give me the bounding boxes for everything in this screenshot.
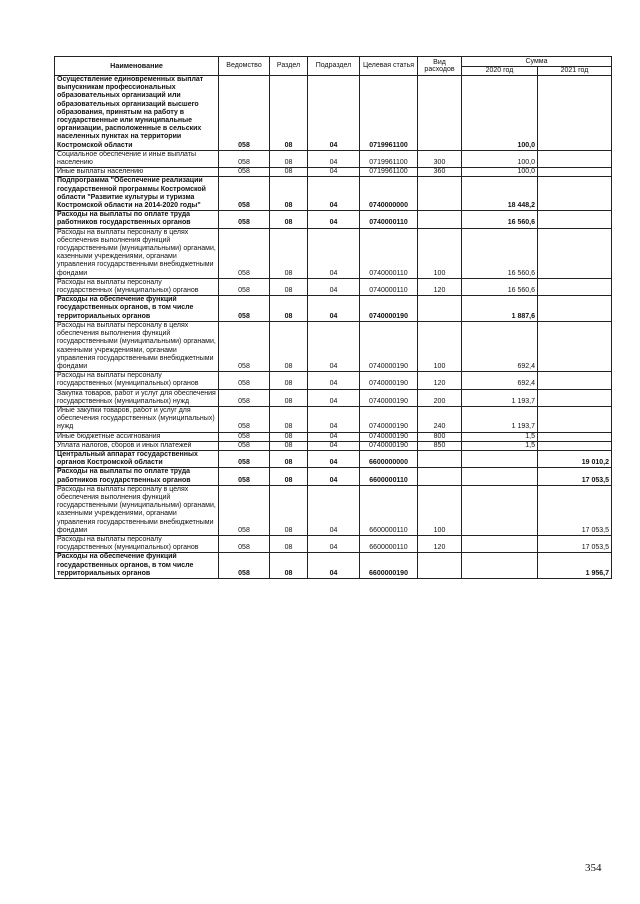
- table-row: [55, 177, 612, 211]
- row-razdel: 08: [270, 553, 308, 579]
- row-podrazdel: 04: [308, 432, 360, 441]
- row-vedomstvo: 058: [219, 296, 270, 322]
- row-razdel: 08: [270, 441, 308, 450]
- row-sum-2020: 1,5: [462, 432, 538, 441]
- row-vedomstvo: 058: [219, 450, 270, 467]
- row-name: Расходы на выплаты персоналу в целях обеспечения выполнения функций государственными (муниципальными) органами, казенными учреждениями, органами управления государственными внебюджетными фондами: [55, 228, 219, 278]
- table-row: [55, 228, 612, 278]
- row-celevaya: 0740000190: [360, 406, 418, 432]
- row-podrazdel: 04: [308, 278, 360, 295]
- row-vedomstvo: 058: [219, 553, 270, 579]
- row-sum-2021: [538, 177, 612, 211]
- row-sum-2020: 16 560,6: [462, 278, 538, 295]
- page-number: 354: [585, 862, 602, 874]
- row-sum-2020: 1 193,7: [462, 406, 538, 432]
- row-celevaya: 0719961100: [360, 150, 418, 167]
- header-celevaya: Целевая статья: [360, 57, 418, 76]
- row-vedomstvo: 058: [219, 168, 270, 177]
- row-name: Расходы на выплаты персоналу государственных (муниципальных) органов: [55, 372, 219, 389]
- row-celevaya: 0719961100: [360, 168, 418, 177]
- table-body: [55, 76, 612, 579]
- row-name: Расходы на выплаты по оплате труда работников государственных органов: [55, 468, 219, 485]
- row-name: Расходы на обеспечение функций государственных органов, в том числе территориальных органов: [55, 553, 219, 579]
- table-row: [55, 321, 612, 371]
- table-row: [55, 535, 612, 552]
- row-razdel: 08: [270, 278, 308, 295]
- row-sum-2021: [538, 168, 612, 177]
- row-vedomstvo: 058: [219, 321, 270, 371]
- row-sum-2021: 17 053,5: [538, 535, 612, 552]
- table-row: [55, 168, 612, 177]
- row-vid: 360: [418, 168, 462, 177]
- row-razdel: 08: [270, 296, 308, 322]
- header-year-2020: 2020 год: [462, 67, 538, 76]
- row-sum-2020: 692,4: [462, 372, 538, 389]
- row-podrazdel: 04: [308, 406, 360, 432]
- row-celevaya: 0740000000: [360, 177, 418, 211]
- row-sum-2021: [538, 372, 612, 389]
- row-razdel: 08: [270, 150, 308, 167]
- row-vid: [418, 450, 462, 467]
- row-vedomstvo: 058: [219, 485, 270, 535]
- table-row: [55, 432, 612, 441]
- row-sum-2021: [538, 76, 612, 151]
- row-sum-2020: 18 448,2: [462, 177, 538, 211]
- header-vid: Вид расходов: [418, 57, 462, 76]
- row-podrazdel: 04: [308, 450, 360, 467]
- row-sum-2021: [538, 406, 612, 432]
- row-podrazdel: 04: [308, 150, 360, 167]
- row-podrazdel: 04: [308, 535, 360, 552]
- row-razdel: 08: [270, 76, 308, 151]
- table-row: [55, 485, 612, 535]
- row-podrazdel: 04: [308, 441, 360, 450]
- table-row: [55, 450, 612, 467]
- row-celevaya: 0740000190: [360, 432, 418, 441]
- row-podrazdel: 04: [308, 389, 360, 406]
- row-podrazdel: 04: [308, 372, 360, 389]
- row-sum-2021: [538, 228, 612, 278]
- row-vid: 100: [418, 485, 462, 535]
- row-name: Закупка товаров, работ и услуг для обеспечения государственных (муниципальных) нужд: [55, 389, 219, 406]
- row-vedomstvo: 058: [219, 406, 270, 432]
- row-razdel: 08: [270, 389, 308, 406]
- header-year-2021: 2021 год: [538, 67, 612, 76]
- row-celevaya: 6600000000: [360, 450, 418, 467]
- row-sum-2021: [538, 432, 612, 441]
- row-vid: 120: [418, 535, 462, 552]
- row-sum-2020: [462, 468, 538, 485]
- row-sum-2021: 17 053,5: [538, 485, 612, 535]
- row-celevaya: 6600000110: [360, 535, 418, 552]
- row-razdel: 08: [270, 535, 308, 552]
- row-sum-2021: [538, 150, 612, 167]
- row-sum-2020: 100,0: [462, 168, 538, 177]
- row-celevaya: 0740000110: [360, 278, 418, 295]
- row-sum-2020: 1 193,7: [462, 389, 538, 406]
- row-sum-2020: 692,4: [462, 321, 538, 371]
- row-sum-2020: 1 887,6: [462, 296, 538, 322]
- row-podrazdel: 04: [308, 468, 360, 485]
- row-celevaya: 0740000190: [360, 372, 418, 389]
- row-name: Расходы на выплаты персоналу в целях обеспечения выполнения функций государственными (муниципальными) органами, казенными учреждениями, органами управления государственными внебюджетными фондами: [55, 485, 219, 535]
- row-sum-2020: [462, 553, 538, 579]
- row-vedomstvo: 058: [219, 228, 270, 278]
- row-razdel: 08: [270, 485, 308, 535]
- row-podrazdel: 04: [308, 168, 360, 177]
- table-row: [55, 553, 612, 579]
- row-sum-2020: [462, 485, 538, 535]
- row-name: Расходы на обеспечение функций государственных органов, в том числе территориальных органов: [55, 296, 219, 322]
- row-celevaya: 0740000190: [360, 389, 418, 406]
- row-vedomstvo: 058: [219, 177, 270, 211]
- row-sum-2021: [538, 278, 612, 295]
- row-celevaya: 6600000190: [360, 553, 418, 579]
- row-name: Иные выплаты населению: [55, 168, 219, 177]
- row-vedomstvo: 058: [219, 441, 270, 450]
- row-name: Осуществление единовременных выплат выпускникам профессиональных образовательных организаций или образовательных организаций высшего образования, принятым на работу в государственные или муниципальные организации, расположенные в сельских населенных пунктах на территории Костромской области: [55, 76, 219, 151]
- row-celevaya: 0740000190: [360, 321, 418, 371]
- row-sum-2020: 16 560,6: [462, 211, 538, 228]
- row-razdel: 08: [270, 406, 308, 432]
- budget-table: [54, 56, 612, 579]
- row-vid: 120: [418, 372, 462, 389]
- row-vedomstvo: 058: [219, 76, 270, 151]
- table-row: [55, 211, 612, 228]
- row-sum-2021: [538, 296, 612, 322]
- row-vid: 120: [418, 278, 462, 295]
- row-razdel: 08: [270, 321, 308, 371]
- row-vid: 100: [418, 321, 462, 371]
- table-row: [55, 389, 612, 406]
- row-razdel: 08: [270, 177, 308, 211]
- table-row: [55, 406, 612, 432]
- row-name: Расходы на выплаты персоналу государственных (муниципальных) органов: [55, 278, 219, 295]
- row-name: Иные бюджетные ассигнования: [55, 432, 219, 441]
- row-celevaya: 6600000110: [360, 468, 418, 485]
- header-razdel: Раздел: [270, 57, 308, 76]
- row-vedomstvo: 058: [219, 535, 270, 552]
- row-vid: 100: [418, 228, 462, 278]
- row-podrazdel: 04: [308, 177, 360, 211]
- row-celevaya: 0740000110: [360, 211, 418, 228]
- row-razdel: 08: [270, 468, 308, 485]
- table-row: [55, 468, 612, 485]
- header-vedomstvo: Ведомство: [219, 57, 270, 76]
- row-vid: [418, 177, 462, 211]
- row-vedomstvo: 058: [219, 372, 270, 389]
- row-sum-2020: [462, 535, 538, 552]
- row-razdel: 08: [270, 211, 308, 228]
- row-sum-2021: [538, 441, 612, 450]
- row-sum-2021: 19 010,2: [538, 450, 612, 467]
- row-sum-2020: 100,0: [462, 150, 538, 167]
- row-podrazdel: 04: [308, 321, 360, 371]
- row-celevaya: 0740000110: [360, 228, 418, 278]
- row-podrazdel: 04: [308, 211, 360, 228]
- row-sum-2020: 16 560,6: [462, 228, 538, 278]
- table-row: [55, 372, 612, 389]
- row-sum-2021: [538, 211, 612, 228]
- row-name: Уплата налогов, сборов и иных платежей: [55, 441, 219, 450]
- row-name: Центральный аппарат государственных органов Костромской области: [55, 450, 219, 467]
- row-sum-2020: [462, 450, 538, 467]
- row-sum-2021: [538, 321, 612, 371]
- row-vedomstvo: 058: [219, 432, 270, 441]
- row-celevaya: 0719961100: [360, 76, 418, 151]
- row-vid: 240: [418, 406, 462, 432]
- row-vid: 850: [418, 441, 462, 450]
- header-name: Наименование: [55, 57, 219, 76]
- row-vedomstvo: 058: [219, 468, 270, 485]
- row-sum-2021: 1 956,7: [538, 553, 612, 579]
- row-vid: [418, 468, 462, 485]
- row-vid: [418, 553, 462, 579]
- row-vedomstvo: 058: [219, 211, 270, 228]
- row-name: Подпрограмма "Обеспечение реализации государственной программы Костромской области "Развитие культуры и туризма Костромской области на 2014-2020 годы": [55, 177, 219, 211]
- row-name: Расходы на выплаты по оплате труда работников государственных органов: [55, 211, 219, 228]
- row-razdel: 08: [270, 228, 308, 278]
- table-row: [55, 441, 612, 450]
- header-podrazdel: Подраздел: [308, 57, 360, 76]
- table-row: [55, 76, 612, 151]
- table-row: [55, 296, 612, 322]
- row-razdel: 08: [270, 168, 308, 177]
- row-celevaya: 0740000190: [360, 296, 418, 322]
- row-name: Социальное обеспечение и иные выплаты населению: [55, 150, 219, 167]
- row-podrazdel: 04: [308, 485, 360, 535]
- table-row: [55, 150, 612, 167]
- row-sum-2021: 17 053,5: [538, 468, 612, 485]
- row-celevaya: 6600000110: [360, 485, 418, 535]
- row-vid: 300: [418, 150, 462, 167]
- row-celevaya: 0740000190: [360, 441, 418, 450]
- row-name: Иные закупки товаров, работ и услуг для обеспечения государственных (муниципальных) нужд: [55, 406, 219, 432]
- row-razdel: 08: [270, 450, 308, 467]
- table-row: [55, 278, 612, 295]
- header-summa: Сумма: [462, 57, 612, 67]
- row-razdel: 08: [270, 432, 308, 441]
- row-vid: 200: [418, 389, 462, 406]
- row-vid: [418, 211, 462, 228]
- row-vid: 800: [418, 432, 462, 441]
- row-vedomstvo: 058: [219, 389, 270, 406]
- row-name: Расходы на выплаты персоналу в целях обеспечения выполнения функций государственными (муниципальными) органами, казенными учреждениями, органами управления государственными внебюджетными фондами: [55, 321, 219, 371]
- row-podrazdel: 04: [308, 228, 360, 278]
- row-razdel: 08: [270, 372, 308, 389]
- row-podrazdel: 04: [308, 296, 360, 322]
- row-vid: [418, 296, 462, 322]
- row-sum-2021: [538, 389, 612, 406]
- row-podrazdel: 04: [308, 76, 360, 151]
- row-sum-2020: 100,0: [462, 76, 538, 151]
- row-vedomstvo: 058: [219, 278, 270, 295]
- row-name: Расходы на выплаты персоналу государственных (муниципальных) органов: [55, 535, 219, 552]
- row-vid: [418, 76, 462, 151]
- row-podrazdel: 04: [308, 553, 360, 579]
- row-vedomstvo: 058: [219, 150, 270, 167]
- row-sum-2020: 1,5: [462, 441, 538, 450]
